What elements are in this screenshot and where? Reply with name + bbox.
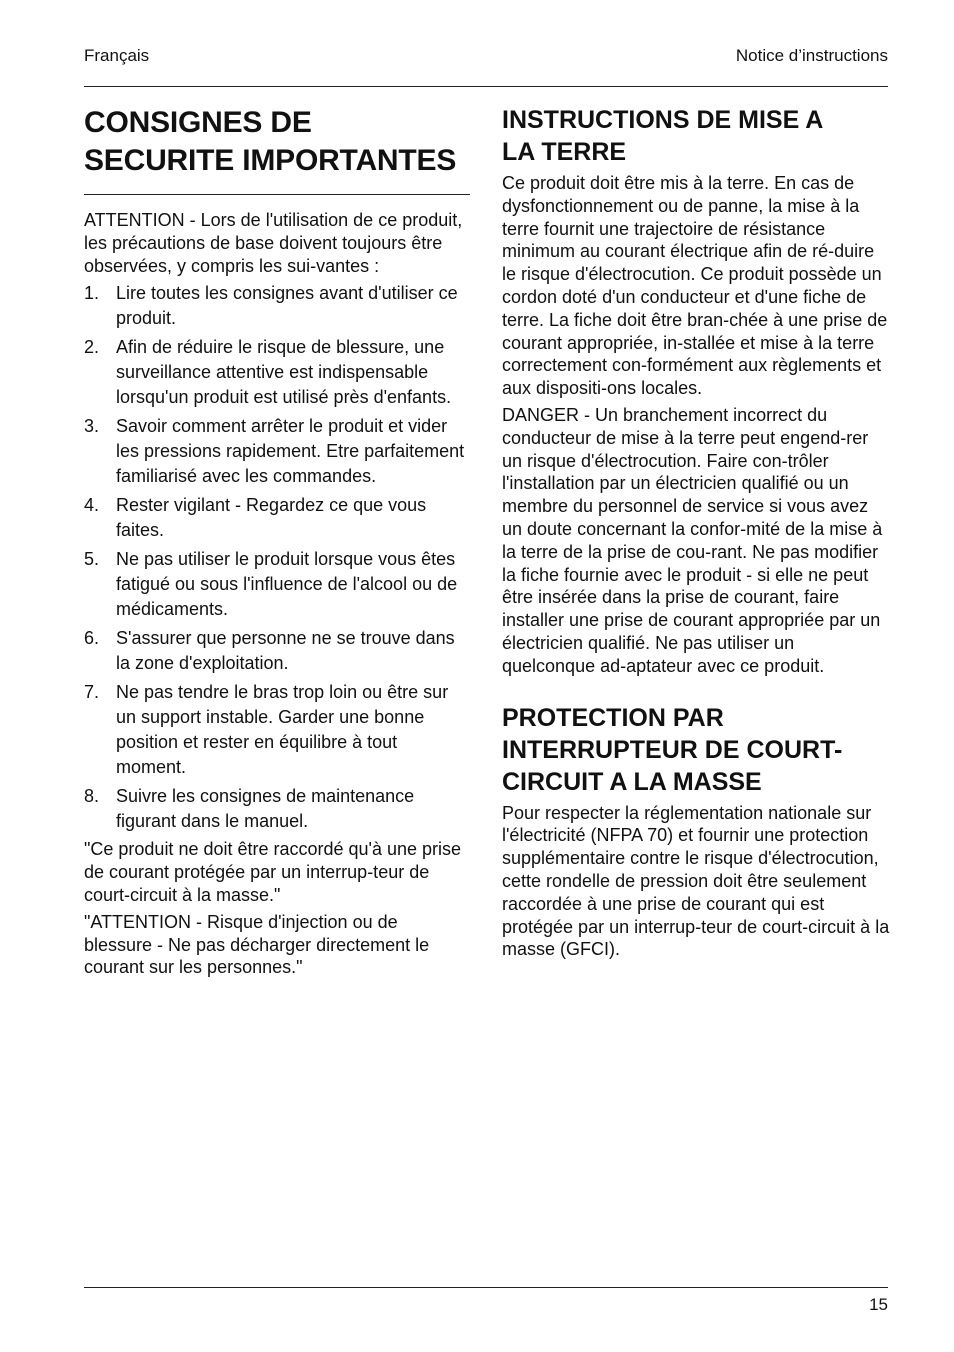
list-item: [84, 493, 470, 543]
list-item-text: Ne pas utiliser le produit lorsque vous êtes fatigué ou sous l'influence de l'alcool ou de médicaments.: [116, 549, 458, 620]
gfci-heading-line3: CIRCUIT A LA MASSE: [502, 767, 762, 796]
list-item: [84, 335, 470, 410]
list-item-number: 7.: [84, 682, 100, 703]
list-item: [84, 626, 470, 676]
header-rule: [84, 86, 888, 87]
page-number: 15: [869, 1295, 888, 1314]
gfci-heading-line2: INTERRUPTEUR DE COURT-: [502, 735, 843, 764]
safety-title: [84, 104, 470, 180]
list-item-text: Afin de réduire le risque de blessure, une surveillance attentive est indispensable lorsqu'un produit est utilisé près d'enfants.: [116, 337, 452, 408]
grounding-heading-line1: INSTRUCTIONS DE MISE A: [502, 106, 824, 134]
list-item-number: 4.: [84, 495, 100, 516]
safety-title-line2: SECURITE IMPORTANTES: [84, 144, 457, 177]
title-rule: [84, 194, 470, 195]
list-item-number: 6.: [84, 628, 100, 649]
safety-list: [84, 281, 470, 834]
gfci-quote: "Ce produit ne doit être raccordé qu'à une prise de courant protégée par un interrup-teur de court-circuit à la masse.": [84, 839, 462, 905]
grounding-danger-paragraph: DANGER - Un branchement incorrect du conducteur de mise à la terre peut engend-rer un risque d'électrocution. Faire con-trôler l'installation par un électricien qualifié ou un membre du personnel de service si vous avez un doute concernant la confor-mité de la mise à la terre de la prise de cou-rant. Ne pas modifier la fiche fournie avec le produit - si elle ne peut être insérée dans la prise de courant, faire installer une prise de courant appropriée par un électricien qualifié. Ne pas utiliser un quelconque ad-aptateur avec ce produit.: [502, 404, 883, 676]
safety-intro: ATTENTION - Lors de l'utilisation de ce produit, les précautions de base doivent toujours être observées, y compris les sui-vantes :: [84, 210, 463, 276]
header-language: Français: [84, 46, 150, 65]
list-item: [84, 281, 470, 331]
safety-title-line1: CONSIGNES DE: [84, 106, 312, 139]
list-item-text: Lire toutes les consignes avant d'utiliser ce produit.: [116, 283, 458, 329]
list-item-number: 2.: [84, 337, 100, 358]
list-item-number: 1.: [84, 283, 100, 304]
injection-warning-quote: "ATTENTION - Risque d'injection ou de blessure - Ne pas décharger directement le courant sur les personnes.": [84, 911, 430, 978]
list-item: [84, 680, 470, 780]
grounding-heading: [502, 104, 890, 168]
list-item: [84, 784, 470, 834]
list-item: [84, 414, 470, 489]
list-item-number: 3.: [84, 416, 100, 437]
list-item-number: 8.: [84, 786, 100, 807]
list-item-text: Ne pas tendre le bras trop loin ou être sur un support instable. Garder une bonne position et rester en équilibre à tout moment.: [116, 682, 449, 778]
header-doc-type: Notice d’instructions: [735, 46, 888, 65]
left-column: [84, 104, 470, 983]
list-item-text: Savoir comment arrêter le produit et vider les pressions rapidement. Etre parfaitement familiarisé avec les commandes.: [116, 416, 465, 487]
list-item: [84, 547, 470, 622]
gfci-paragraph: Pour respecter la réglementation nationale sur l'électricité (NFPA 70) et fournir une protection supplémentaire contre le risque d'électrocution, cette rondelle de pression doit être seulement raccordée à une prise de courant qui est protégée par un interrup-teur de court-circuit à la masse (GFCI).: [502, 802, 890, 960]
right-column: [502, 104, 890, 965]
list-item-number: 5.: [84, 549, 100, 570]
list-item-text: S'assurer que personne ne se trouve dans la zone d'exploitation.: [116, 628, 455, 674]
list-item-text: Rester vigilant - Regardez ce que vous faites.: [116, 495, 427, 541]
footer-rule: [84, 1287, 888, 1288]
gfci-heading-line1: PROTECTION PAR: [502, 703, 724, 732]
gfci-heading: [502, 702, 890, 798]
list-item-text: Suivre les consignes de maintenance figurant dans le manuel.: [116, 786, 415, 832]
grounding-paragraph: Ce produit doit être mis à la terre. En cas de dysfonctionnement ou de panne, la mise à la terre fournit une trajectoire de résistance minimum au courant électrique afin de ré-duire le risque d'électrocution. Ce produit possède un cordon doté d'un conducteur et d'une fiche de terre. La fiche doit être bran-chée à une prise de courant appropriée, in-stallée et mise à la terre correctement con-formément aux règlements et aux dispositi-ons locales.: [502, 173, 888, 399]
grounding-heading-line2: LA TERRE: [502, 138, 627, 166]
